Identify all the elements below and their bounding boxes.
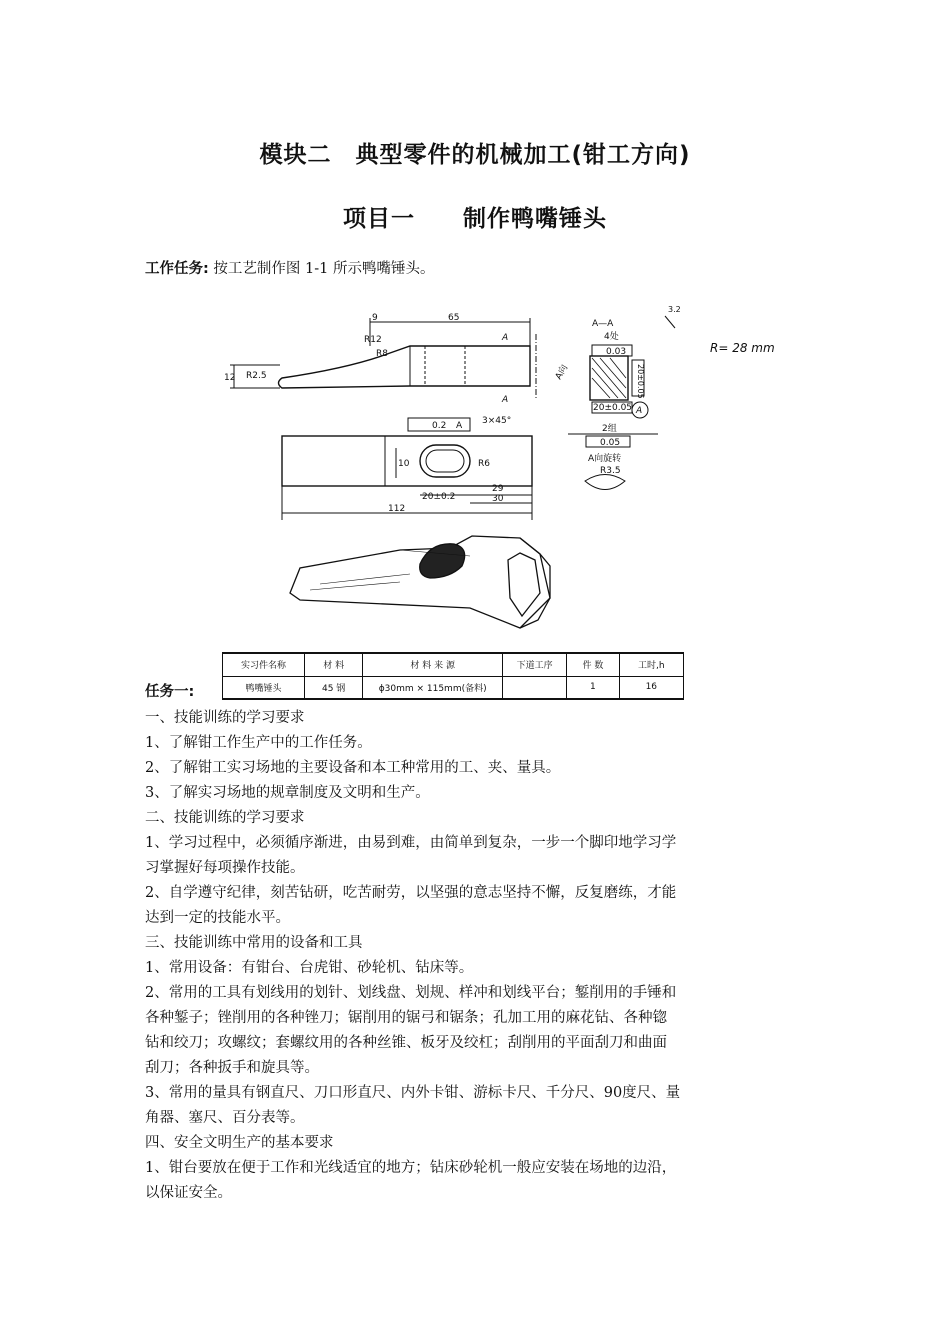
section-title: A—A — [592, 319, 614, 329]
tol-sym-0-2: 0.2 — [432, 421, 447, 431]
td-material: 45 钢 — [304, 676, 362, 699]
dim-12: 12 — [224, 373, 236, 383]
th-hours: 工时,h — [619, 653, 683, 676]
text-line: 2、自学遵守纪律，刻苦钻研，吃苦耐劳，以坚强的意志坚持不懈，反复磨练，才能 — [145, 885, 677, 901]
tol-dim-horizontal: 20±0.05 — [593, 403, 633, 413]
handwritten-note: R= 28 mm — [710, 341, 775, 355]
tol-dim-vertical: 20±0.05 — [636, 364, 645, 399]
th-next-process: 下道工序 — [503, 653, 567, 676]
top-view — [282, 418, 532, 520]
dim-r2-5: R2.5 — [246, 371, 267, 381]
task1-label: 任务一: — [145, 684, 195, 700]
datum-a: A — [636, 406, 643, 416]
th-part-name: 实习件名称 — [223, 653, 305, 676]
text-line: 二、技能训练的学习要求 — [145, 810, 305, 826]
section-note: 4处 — [604, 332, 619, 342]
dim-9: 9 — [372, 313, 378, 323]
dim-65: 65 — [448, 313, 460, 323]
th-material: 材 料 — [304, 653, 362, 676]
work-task-label: 工作任务: — [145, 261, 209, 277]
text-line: 以保证安全。 — [145, 1185, 232, 1201]
text-line: 各种錾子；锉削用的各种锉刀；锯削用的锯弓和锯条；孔加工用的麻花钻、各种锪 — [145, 1010, 667, 1026]
text-line: 3、常用的量具有钢直尺、刀口形直尺、内外卡钳、游标卡尺、千分尺、90度尺、量 — [145, 1085, 681, 1101]
dim-r8: R8 — [376, 349, 388, 359]
text-line: 习掌握好每项操作技能。 — [145, 860, 305, 876]
dim-20-0-2: 20±0.2 — [422, 492, 456, 502]
part-table — [222, 652, 684, 700]
tol-perpendicular: 0.03 — [606, 347, 627, 357]
duckbill-hammer-drawing — [220, 298, 780, 638]
project-title: 项目一 制作鸭嘴锤头 — [343, 206, 607, 232]
dim-10: 10 — [398, 459, 410, 469]
tol-sym-datum: A — [456, 421, 463, 431]
text-line: 2、常用的工具有划线用的划针、划线盘、划规、样冲和划线平台；錾削用的手锤和 — [145, 985, 677, 1001]
table-row — [223, 676, 684, 699]
group-label: 2组 — [602, 424, 617, 434]
text-line: 3、了解实习场地的规章制度及文明和生产。 — [145, 785, 430, 801]
view-arrow: A向 — [553, 363, 571, 382]
dim-112: 112 — [388, 504, 406, 514]
text-line: 2、了解钳工实习场地的主要设备和本工种常用的工、夹、量具。 — [145, 760, 561, 776]
tol-parallel: 0.05 — [600, 438, 621, 448]
table-header-row — [223, 653, 684, 676]
text-line: 1、学习过程中，必须循序渐进，由易到难，由简单到复杂，一步一个脚印地学习学 — [145, 835, 677, 851]
td-hours: 16 — [619, 676, 683, 699]
dim-30: 30 — [492, 494, 504, 504]
dim-r12: R12 — [364, 335, 382, 345]
dim-29: 29 — [492, 484, 504, 494]
work-task — [145, 257, 435, 278]
isometric-view — [290, 536, 550, 628]
section-mark-top: A — [502, 333, 509, 343]
th-quantity: 件 数 — [567, 653, 619, 676]
text-line: 四、安全文明生产的基本要求 — [145, 1135, 334, 1151]
section-mark-bottom: A — [502, 395, 509, 405]
dim-r6: R6 — [478, 459, 490, 469]
td-next-process — [503, 676, 567, 699]
text-line: 1、了解钳工作生产中的工作任务。 — [145, 735, 372, 751]
view-note: A向旋转 — [588, 454, 622, 464]
text-line: 三、技能训练中常用的设备和工具 — [145, 935, 363, 951]
work-task-text: 按工艺制作图 1-1 所示鸭嘴锤头。 — [213, 261, 435, 277]
radius-small: R3.5 — [600, 466, 621, 476]
text-line: 1、钳台要放在便于工作和光线适宜的地方；钻床砂轮机一般应安装在场地的边沿， — [145, 1160, 677, 1176]
text-line: 1、常用设备：有钳台、台虎钳、砂轮机、钻床等。 — [145, 960, 474, 976]
text-line: 钻和绞刀；攻螺纹；套螺纹用的各种丝锥、板牙及绞杠；刮削用的平面刮刀和曲面 — [145, 1035, 667, 1051]
dim-3x45: 3×45° — [482, 416, 512, 426]
td-source: ϕ30mm × 115mm(备料) — [363, 676, 503, 699]
td-part-name: 鸭嘴锤头 — [223, 676, 305, 699]
document-title: 模块二 典型零件的机械加工(钳工方向) — [259, 142, 691, 168]
th-source: 材 料 来 源 — [363, 653, 503, 676]
text-line: 达到一定的技能水平。 — [145, 910, 290, 926]
text-line: 刮刀；各种扳手和旋具等。 — [145, 1060, 319, 1076]
td-quantity: 1 — [567, 676, 619, 699]
text-line: 角器、塞尺、百分表等。 — [145, 1110, 305, 1126]
roughness: 3.2 — [668, 305, 681, 314]
text-line: 一、技能训练的学习要求 — [145, 710, 305, 726]
